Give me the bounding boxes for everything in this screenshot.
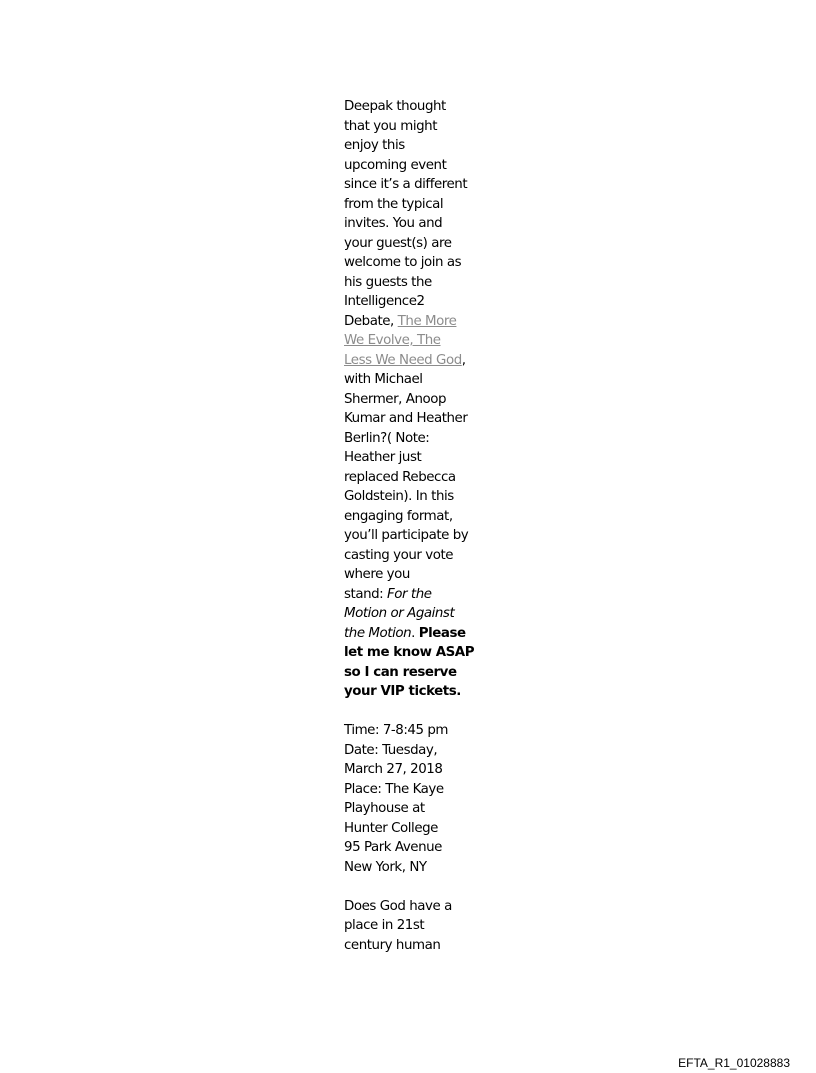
text-line: Berlin?( Note: xyxy=(344,430,430,446)
punctuation: , xyxy=(461,352,466,368)
debate-title-link[interactable]: Less We Need God xyxy=(344,352,462,368)
event-date: Date: Tuesday, xyxy=(344,742,438,758)
text-line xyxy=(344,312,478,332)
event-address: 95 Park Avenue xyxy=(344,840,442,855)
motion-text: the Motion xyxy=(344,625,412,641)
document-id: EFTA_R1_01028883 xyxy=(678,1056,790,1070)
event-address: New York, NY xyxy=(344,859,427,875)
text-line: Intelligence2 xyxy=(344,294,425,309)
text-line: you’ll participate by xyxy=(344,528,469,543)
text-line: upcoming event xyxy=(344,157,447,173)
text-line: your guest(s) are xyxy=(344,235,452,251)
request-text: Please xyxy=(418,625,466,641)
event-place: Playhouse at xyxy=(344,801,425,816)
intro-paragraph xyxy=(344,97,478,702)
text-line xyxy=(344,643,478,663)
text-line: casting your vote xyxy=(344,547,454,563)
text-line: replaced Rebecca xyxy=(344,469,456,485)
request-text: so I can reserve xyxy=(344,664,457,680)
event-details xyxy=(344,721,478,877)
stand-prefix: stand: xyxy=(344,586,388,602)
request-text: let me know ASAP xyxy=(344,645,475,660)
text-line: where you xyxy=(344,567,410,582)
request-text: your VIP tickets. xyxy=(344,684,461,699)
text-line: place in 21st xyxy=(344,918,425,933)
text-line: with Michael xyxy=(344,372,423,387)
text-line: Does God have a xyxy=(344,898,452,914)
debate-title-link[interactable]: The More xyxy=(397,313,457,329)
text-line xyxy=(344,624,478,644)
event-place: Place: The Kaye xyxy=(344,781,444,797)
event-date: March 27, 2018 xyxy=(344,762,443,777)
text-line: his guests the xyxy=(344,274,432,290)
text-line: invites. You and xyxy=(344,216,443,231)
closing-paragraph xyxy=(344,897,478,956)
text-line: that you might xyxy=(344,118,438,134)
event-place: Hunter College xyxy=(344,820,438,836)
debate-prefix: Debate, xyxy=(344,313,398,329)
text-line: century human xyxy=(344,937,441,953)
text-line: welcome to join as xyxy=(344,255,462,270)
text-line: Heather just xyxy=(344,450,422,465)
text-line xyxy=(344,331,478,351)
motion-text: Motion or Against xyxy=(344,606,455,621)
punctuation: . xyxy=(411,625,419,641)
motion-text: For the xyxy=(387,586,432,602)
text-line: Goldstein). In this xyxy=(344,489,454,504)
event-time: Time: 7-8:45 pm xyxy=(344,723,449,738)
debate-title-link[interactable]: We Evolve, The xyxy=(344,333,441,348)
text-line xyxy=(344,682,478,702)
text-line: enjoy this xyxy=(344,138,405,153)
text-line xyxy=(344,351,478,371)
paragraph-gap xyxy=(344,702,478,722)
text-line xyxy=(344,604,478,624)
paragraph-gap xyxy=(344,877,478,897)
text-line: Shermer, Anoop xyxy=(344,391,447,407)
text-line: Deepak thought xyxy=(344,99,446,114)
email-body xyxy=(344,97,478,955)
text-line xyxy=(344,663,478,683)
text-line: Kumar and Heather xyxy=(344,411,468,426)
text-line xyxy=(344,585,478,605)
text-line: since it’s a different xyxy=(344,177,468,192)
text-line: engaging format, xyxy=(344,508,453,524)
text-line: from the typical xyxy=(344,196,444,212)
